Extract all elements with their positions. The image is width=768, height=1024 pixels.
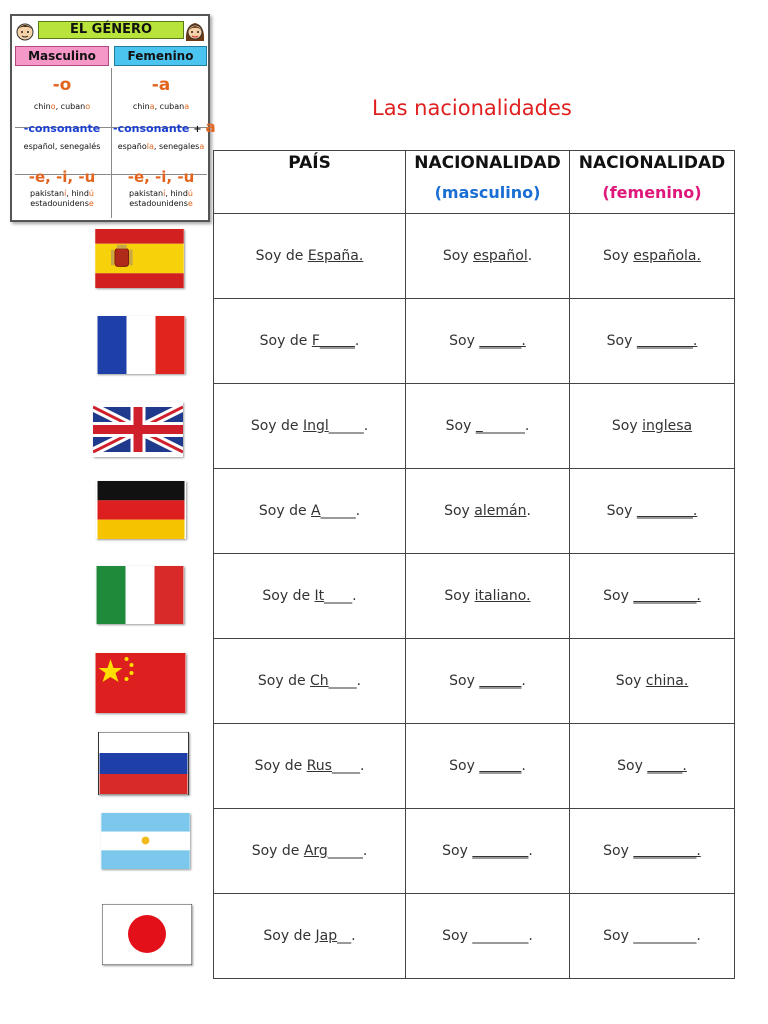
cell-fem[interactable] — [570, 384, 735, 469]
cell-fem[interactable] — [570, 469, 735, 554]
fem-answer-text: _________. — [633, 843, 701, 859]
japan-flag-icon — [102, 904, 192, 965]
masc-suffix-text: . — [528, 843, 533, 859]
fem-prefix-text: Soy — [603, 843, 634, 859]
masc-suffix-text: . — [526, 503, 531, 519]
fem-prefix-text: Soy — [615, 673, 646, 689]
pais-answer-text: Ingl — [302, 418, 329, 434]
cell-pais[interactable] — [214, 724, 406, 809]
cell-fem[interactable] — [570, 299, 735, 384]
cell-fem[interactable] — [570, 724, 735, 809]
pais-answer-text: Arg — [303, 843, 328, 859]
masc-prefix-text: Soy — [449, 673, 480, 689]
masc-prefix-text: Soy — [442, 928, 473, 944]
fem-prefix-text: Soy — [606, 503, 637, 519]
masc-answer-text: italiano. — [474, 588, 531, 604]
fem-rule-eiu: -e, -i, -u pakistaní, hindú estadounidense — [127, 168, 195, 208]
table-row — [214, 384, 735, 469]
pais-answer-text: Jap — [315, 928, 338, 944]
cell-pais[interactable] — [214, 554, 406, 639]
pais-suffix-text: _____. — [328, 418, 369, 434]
cell-pais[interactable] — [214, 214, 406, 299]
page-title: Las nacionalidades — [372, 96, 572, 120]
cell-masc[interactable] — [406, 639, 570, 724]
cell-masc[interactable] — [406, 384, 570, 469]
pais-prefix-text: Soy de — [255, 248, 308, 264]
header-pais: PAÍS — [214, 151, 406, 214]
masc-suffix-text: . — [527, 248, 533, 264]
girl-face-icon — [184, 19, 206, 43]
boy-face-icon — [14, 19, 36, 43]
fem-answer-text: ________. — [636, 503, 698, 519]
gender-divider — [111, 68, 112, 218]
uk-flag-icon — [93, 402, 183, 457]
cell-masc[interactable] — [406, 214, 570, 299]
cell-masc[interactable] — [406, 469, 570, 554]
cell-pais[interactable] — [214, 299, 406, 384]
pais-prefix-text: Soy de — [251, 843, 304, 859]
femenino-header: Femenino — [114, 46, 207, 66]
table-row — [214, 469, 735, 554]
cell-pais[interactable] — [214, 894, 406, 979]
pais-answer-text: It — [314, 588, 325, 604]
table-row — [214, 724, 735, 809]
pais-prefix-text: Soy de — [250, 418, 303, 434]
nationalities-table — [213, 150, 735, 979]
cell-pais[interactable] — [214, 384, 406, 469]
masc-answer-text: español — [473, 248, 528, 264]
cell-pais[interactable] — [214, 639, 406, 724]
pais-answer-text: Rus — [306, 758, 332, 774]
fem-answer-text: española. — [633, 248, 701, 264]
fem-answer-text: ________. — [636, 333, 698, 349]
cell-fem[interactable] — [570, 894, 735, 979]
masc-suffix-text: ________. — [472, 928, 533, 944]
masc-prefix-text: Soy — [449, 333, 480, 349]
fem-rule-consonant: -consonante + a española, senegalesa — [113, 118, 216, 151]
pais-prefix-text: Soy de — [259, 333, 312, 349]
fem-prefix-text: Soy — [617, 758, 648, 774]
fem-prefix-text: Soy — [603, 928, 634, 944]
fem-answer-text: inglesa — [642, 418, 693, 434]
fem-prefix-text: Soy — [606, 333, 637, 349]
fem-answer-text: _________. — [633, 588, 701, 604]
table-row — [214, 639, 735, 724]
cell-fem[interactable] — [570, 639, 735, 724]
france-flag-icon — [97, 316, 185, 374]
pais-suffix-text: __. — [337, 928, 356, 944]
germany-flag-icon — [96, 481, 186, 539]
fem-answer-text: china. — [645, 673, 689, 689]
cell-masc[interactable] — [406, 809, 570, 894]
masc-answer-text: ________ — [472, 843, 529, 859]
pais-answer-text: A — [311, 503, 321, 519]
pais-suffix-text: ____. — [331, 758, 365, 774]
masc-answer-text: _ — [475, 418, 483, 434]
cell-pais[interactable] — [214, 469, 406, 554]
masc-suffix-text: . — [521, 673, 526, 689]
table-row — [214, 214, 735, 299]
pais-answer-text: España. — [307, 248, 364, 264]
cell-pais[interactable] — [214, 809, 406, 894]
pais-suffix-text: ____. — [328, 673, 362, 689]
pais-answer-text: F_____ — [311, 333, 355, 349]
pais-suffix-text: _____. — [320, 503, 361, 519]
header-nacionalidad-femenino: NACIONALIDAD (femenino) — [570, 151, 735, 214]
masc-answer-text: alemán — [474, 503, 527, 519]
masc-prefix-text: Soy — [442, 843, 473, 859]
argentina-flag-icon — [101, 813, 190, 869]
table-row — [214, 809, 735, 894]
fem-prefix-text: Soy — [603, 248, 634, 264]
pais-prefix-text: Soy de — [257, 673, 311, 689]
table-row — [214, 554, 735, 639]
masc-suffix-text: ______. — [482, 418, 530, 434]
table-row — [214, 299, 735, 384]
pais-prefix-text: Soy de — [254, 758, 307, 774]
cell-masc[interactable] — [406, 724, 570, 809]
cell-fem[interactable] — [570, 214, 735, 299]
cell-masc[interactable] — [406, 894, 570, 979]
masc-prefix-text: Soy — [449, 758, 480, 774]
pais-answer-text: Ch — [310, 673, 329, 689]
pais-prefix-text: Soy de — [263, 928, 316, 944]
cell-masc[interactable] — [406, 299, 570, 384]
masc-rule-consonant: -consonante español, senegalés — [23, 122, 101, 151]
masc-rule-eiu: -e, -i, -u pakistaní, hindú estadounidense — [28, 168, 96, 208]
masc-prefix-text: Soy — [444, 503, 475, 519]
masculino-header: Masculino — [15, 46, 109, 66]
header-nacionalidad-masculino: NACIONALIDAD (masculino) — [406, 151, 570, 214]
gender-title: EL GÉNERO — [38, 21, 184, 39]
china-flag-icon — [95, 653, 186, 713]
gender-reference-box — [10, 14, 216, 222]
masc-answer-text: ______ — [479, 758, 522, 774]
fem-prefix-text: Soy — [611, 418, 643, 434]
masc-suffix-text: . — [521, 758, 526, 774]
pais-prefix-text: Soy de — [262, 588, 315, 604]
pais-suffix-text: _____. — [327, 843, 368, 859]
cell-fem[interactable] — [570, 554, 735, 639]
masc-answer-text: ______. — [479, 333, 526, 349]
fem-suffix-text: _________. — [633, 928, 701, 944]
pais-prefix-text: Soy de — [258, 503, 312, 519]
pais-suffix-text: ____. — [324, 588, 357, 604]
masc-prefix-text: Soy — [445, 418, 476, 434]
spain-flag-icon — [95, 229, 184, 288]
masc-prefix-text: Soy — [442, 248, 474, 264]
pais-suffix-text: . — [354, 333, 360, 349]
cell-masc[interactable] — [406, 554, 570, 639]
table-header-row — [214, 151, 735, 214]
fem-answer-text: _____. — [647, 758, 687, 774]
russia-flag-icon — [98, 732, 189, 795]
masc-answer-text: ______ — [479, 673, 522, 689]
italy-flag-icon — [96, 566, 184, 624]
table-row — [214, 894, 735, 979]
fem-prefix-text: Soy — [603, 588, 634, 604]
masc-rule-o: -o chino, cubano — [33, 75, 91, 111]
cell-fem[interactable] — [570, 809, 735, 894]
masc-prefix-text: Soy — [444, 588, 475, 604]
fem-rule-a: -a china, cubana — [132, 75, 190, 111]
